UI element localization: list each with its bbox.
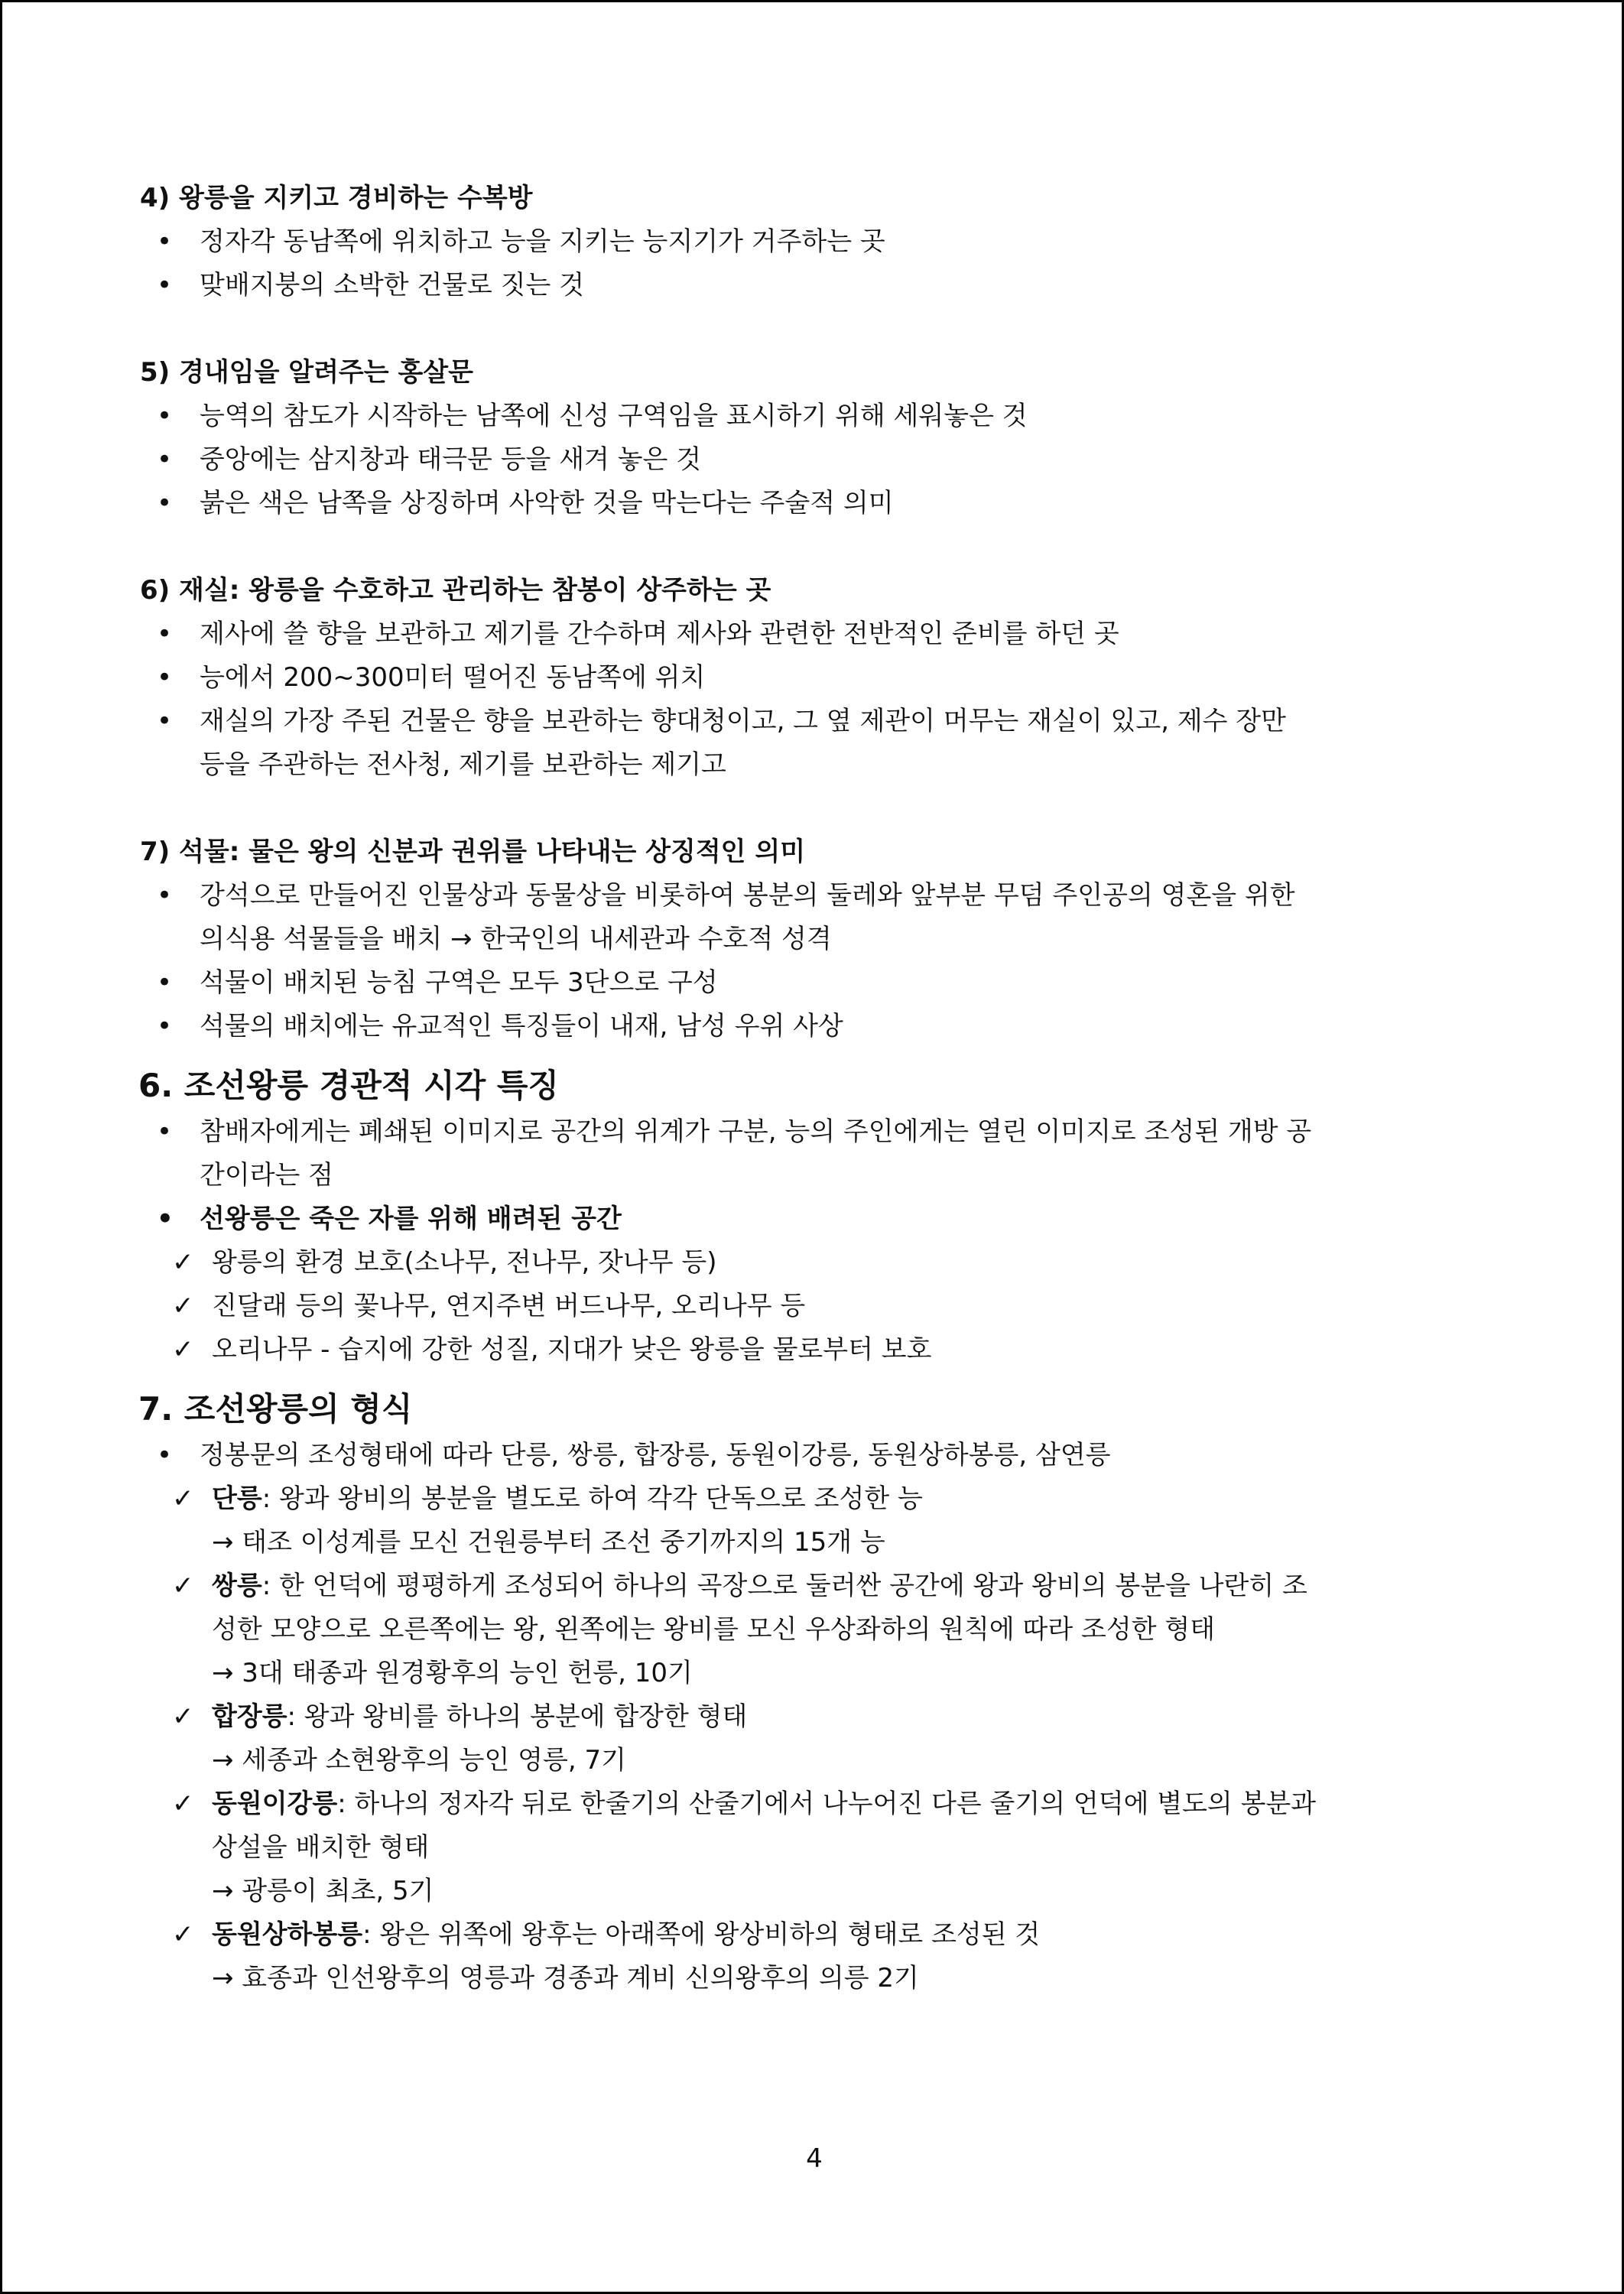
list-item-continuation: 간이라는 점 [200,1160,334,1191]
check-item: ✓ 왕릉의 환경 보호(소나무, 전나무, 잣나무 등) [138,1241,1438,1285]
definition: : 왕과 왕비의 봉분을 별도로 하여 각각 단독으로 조성한 능 [261,1483,923,1514]
page-content [138,177,1438,2000]
example-line: → 세종과 소현왕후의 능인 영릉, 7기 [212,1745,626,1776]
list-item-continuation: 등을 주관하는 전사청, 제기를 보관하는 제기고 [200,749,726,780]
check-item-danreung [138,1477,1438,1521]
list-item: • 석물이 배치된 능침 구역은 모두 3단으로 구성 [138,961,1438,1005]
subsection-heading-7: 7) 석물: 물은 왕의 신분과 권위를 나타내는 상징적인 의미 [140,837,806,867]
check-item-dongwonigangreung [138,1782,1438,1826]
subsection-heading-4: 4) 왕릉을 지키고 경비하는 수복방 [140,183,533,213]
list-item: • 능에서 200~300미터 떨어진 동남쪽에 위치 [138,656,1438,700]
check-item-dongwonsanghabongreung [138,1913,1438,1957]
example-line: → 효종과 인선왕후의 영릉과 경종과 계비 신의왕후의 의릉 2기 [212,1963,919,1993]
check-item: ✓ 진달래 등의 꽃나무, 연지주변 버드나무, 오리나무 등 [138,1285,1438,1328]
page-number: 4 [806,2143,823,2174]
list-item: • 재실의 가장 주된 건물은 향을 보관하는 향대청이고, 그 옆 제관이 머무는 재실이 있고, 제수 장만 [138,700,1438,743]
section-heading-7: 7. 조선왕릉의 형식 [138,1390,413,1428]
definition: : 왕은 위쪽에 왕후는 아래쪽에 왕상비하의 형태로 조성된 것 [362,1919,1041,1950]
list-item: • 강석으로 만들어진 인물상과 동물상을 비롯하여 봉분의 둘레와 앞부분 무덤 주인공의 영혼을 위한 [138,874,1438,918]
term: 합장릉 [212,1701,287,1732]
list-item: • 제사에 쓸 향을 보관하고 제기를 간수하며 제사와 관련한 전반적인 준비를 하던 곳 [138,612,1438,656]
example-line: → 광릉이 최초, 5기 [212,1876,434,1906]
list-item: • 맞배지붕의 소박한 건물로 짓는 것 [138,264,1438,307]
list-item: • 참배자에게는 폐쇄된 이미지로 공간의 위계가 구분, 능의 주인에게는 열린 이미지로 조성된 개방 공 [138,1110,1438,1154]
list-item: • 붉은 색은 남쪽을 상징하며 사악한 것을 막는다는 주술적 의미 [138,482,1438,525]
section-heading-6: 6. 조선왕릉 경관적 시각 특징 [138,1067,559,1104]
list-item: • 정봉문의 조성형태에 따라 단릉, 쌍릉, 합장릉, 동원이강릉, 동원상하봉릉, 삼연릉 [138,1434,1438,1477]
example-line: → 태조 이성계를 모신 건원릉부터 조선 중기까지의 15개 능 [212,1527,885,1558]
definition: : 왕과 왕비를 하나의 봉분에 합장한 형태 [287,1701,748,1732]
list-item: • 능역의 참도가 시작하는 남쪽에 신성 구역임을 표시하기 위해 세워놓은 것 [138,395,1438,438]
list-item-bold: • 선왕릉은 죽은 자를 위해 배려된 공간 [138,1197,1438,1241]
term: 동원이강릉 [212,1789,338,1819]
list-item: • 정자각 동남쪽에 위치하고 능을 지키는 능지기가 거주하는 곳 [138,220,1438,264]
definition: : 한 언덕에 평평하게 조성되어 하나의 곡장으로 둘러싼 공간에 왕과 왕비의 봉분을 나란히 조 [261,1571,1307,1601]
list-item: • 중앙에는 삼지창과 태극문 등을 새겨 놓은 것 [138,438,1438,482]
term: 동원상하봉릉 [212,1919,363,1950]
list-item-continuation: 의식용 석물들을 배치 → 한국인의 내세관과 수호적 성격 [200,924,832,954]
example-line: → 3대 태종과 원경황후의 능인 헌릉, 10기 [212,1658,693,1688]
term: 단릉 [212,1483,262,1514]
definition: : 하나의 정자각 뒤로 한줄기의 산줄기에서 나누어진 다른 줄기의 언덕에 별도의 봉분과 [337,1789,1317,1819]
subsection-heading-6: 6) 재실: 왕릉을 수호하고 관리하는 참봉이 상주하는 곳 [140,575,771,606]
check-item-hapjangreung [138,1695,1438,1739]
subsection-heading-5: 5) 경내임을 알려주는 홍살문 [140,357,473,388]
check-item: ✓ 오리나무 - 습지에 강한 성질, 지대가 낮은 왕릉을 물로부터 보호 [138,1328,1438,1372]
definition-continuation: 상설을 배치한 형태 [212,1832,430,1863]
check-item-ssangreung [138,1565,1438,1608]
term: 쌍릉 [212,1571,262,1601]
definition-continuation: 성한 모양으로 오른쪽에는 왕, 왼쪽에는 왕비를 모신 우상좌하의 원칙에 따라 조성한 형태 [212,1614,1216,1645]
list-item: • 석물의 배치에는 유교적인 특징들이 내재, 남성 우위 사상 [138,1005,1438,1048]
